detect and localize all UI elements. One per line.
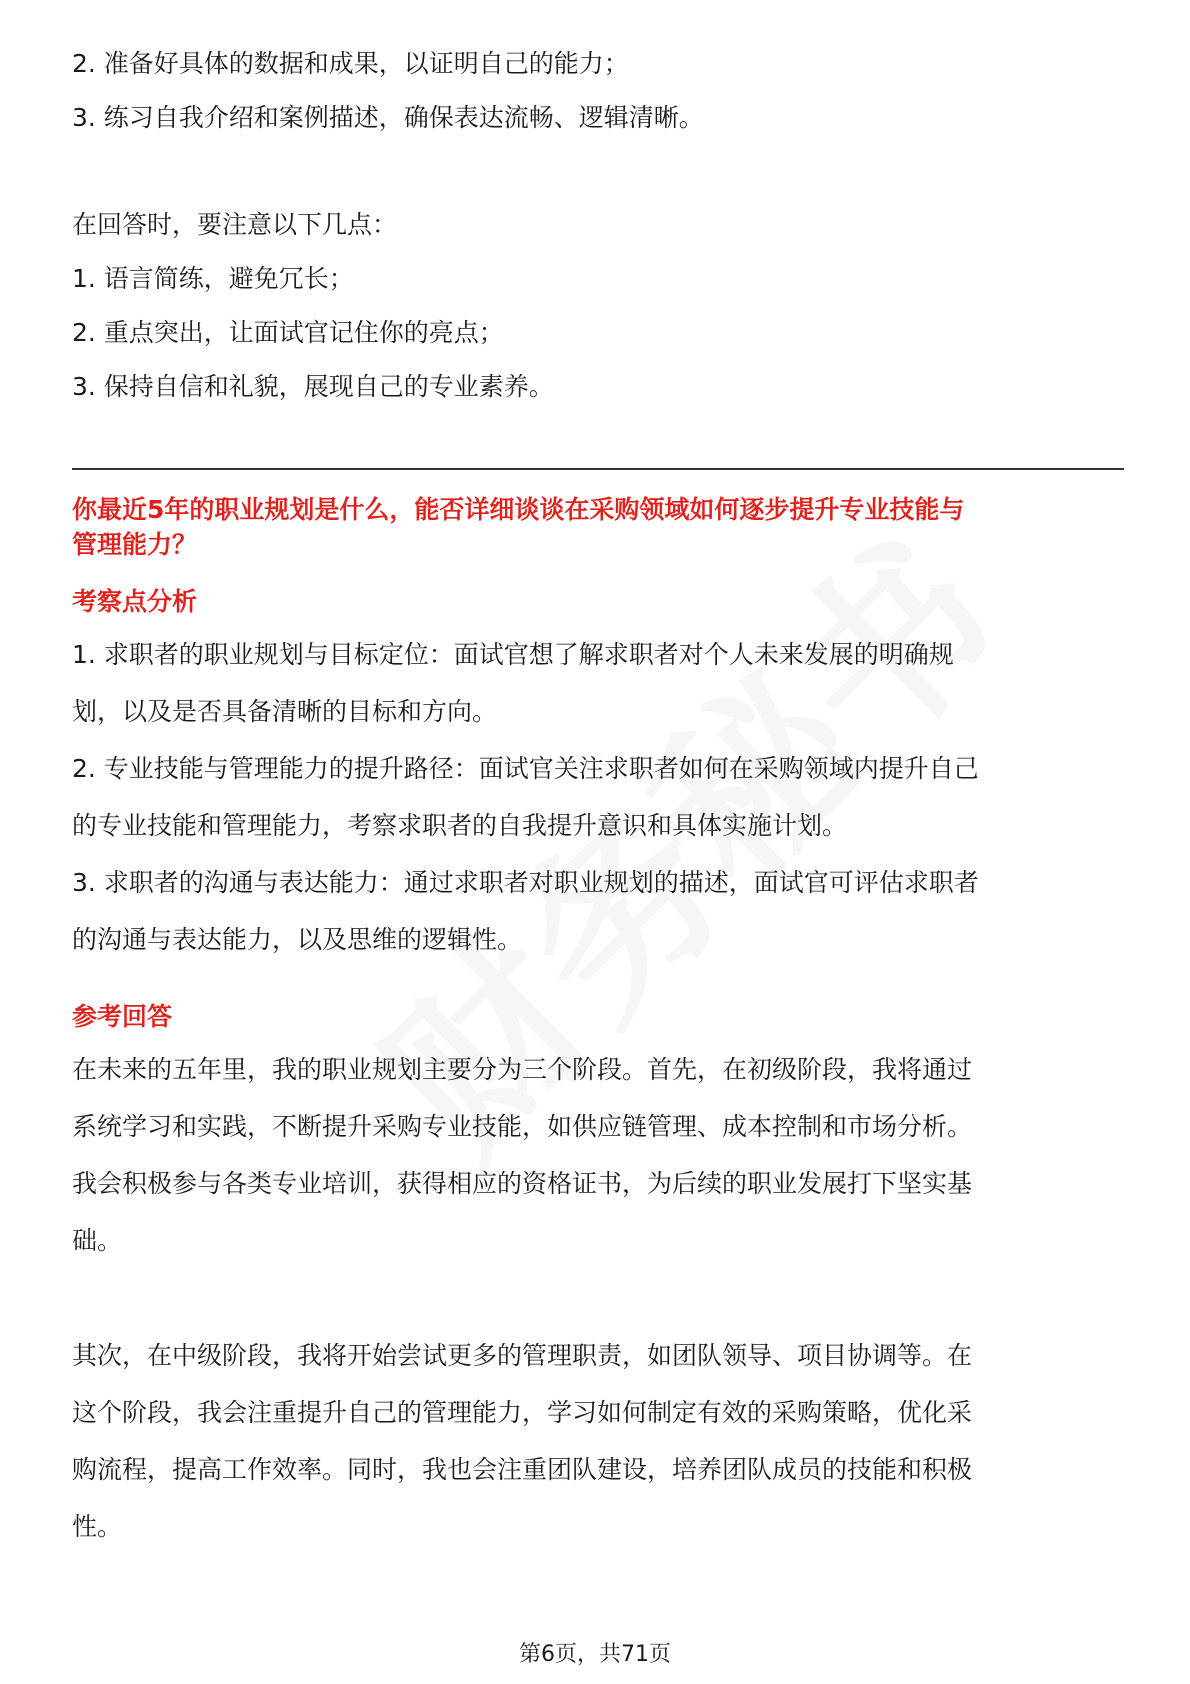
answer-tip-1: 1. 语言简练，避免冗长；	[72, 264, 354, 293]
answer-tips-intro: 在回答时，要注意以下几点：	[72, 210, 398, 239]
analysis-line: 的沟通与表达能力，以及思维的逻辑性。	[72, 925, 523, 954]
reference-para2-line: 其次，在中级阶段，我将开始尝试更多的管理职责，如团队领导、项目协调等。在	[72, 1341, 973, 1370]
analysis-line: 1. 求职者的职业规划与目标定位：面试官想了解求职者对个人未来发展的明确规	[72, 640, 954, 669]
reference-para2-line: 购流程，提高工作效率。同时，我也会注重团队建设，培养团队成员的技能和积极	[72, 1455, 973, 1484]
section-divider	[72, 468, 1124, 470]
page-number: 第6页，共71页	[519, 1642, 671, 1667]
reference-para1-line: 础。	[72, 1226, 123, 1255]
reference-para2-line: 性。	[72, 1512, 123, 1541]
analysis-heading: 考察点分析	[72, 587, 198, 616]
reference-heading: 参考回答	[72, 1002, 173, 1031]
reference-para2-line: 这个阶段，我会注重提升自己的管理能力，学习如何制定有效的采购策略，优化采	[72, 1398, 973, 1427]
reference-para1-line: 在未来的五年里，我的职业规划主要分为三个阶段。首先，在初级阶段，我将通过	[72, 1055, 973, 1084]
analysis-line: 划，以及是否具备清晰的目标和方向。	[72, 697, 498, 726]
analysis-line: 2. 专业技能与管理能力的提升路径：面试官关注求职者如何在采购领域内提升自己	[72, 754, 979, 783]
prep-item-3: 3. 练习自我介绍和案例描述，确保表达流畅、逻辑清晰。	[72, 103, 704, 132]
reference-para1-line: 我会积极参与各类专业培训，获得相应的资格证书，为后续的职业发展打下坚实基	[72, 1169, 973, 1198]
question-line-2: 管理能力？	[72, 530, 198, 559]
reference-para1-line: 系统学习和实践，不断提升采购专业技能，如供应链管理、成本控制和市场分析。	[72, 1112, 973, 1141]
prep-item-2: 2. 准备好具体的数据和成果，以证明自己的能力；	[72, 49, 629, 78]
analysis-line: 的专业技能和管理能力，考察求职者的自我提升意识和具体实施计划。	[72, 811, 848, 840]
answer-tip-3: 3. 保持自信和礼貌，展现自己的专业素养。	[72, 372, 554, 401]
question-line-1: 你最近5年的职业规划是什么，能否详细谈谈在采购领域如何逐步提升专业技能与	[72, 495, 965, 524]
analysis-line: 3. 求职者的沟通与表达能力：通过求职者对职业规划的描述，面试官可评估求职者	[72, 868, 979, 897]
answer-tip-2: 2. 重点突出，让面试官记住你的亮点；	[72, 318, 504, 347]
